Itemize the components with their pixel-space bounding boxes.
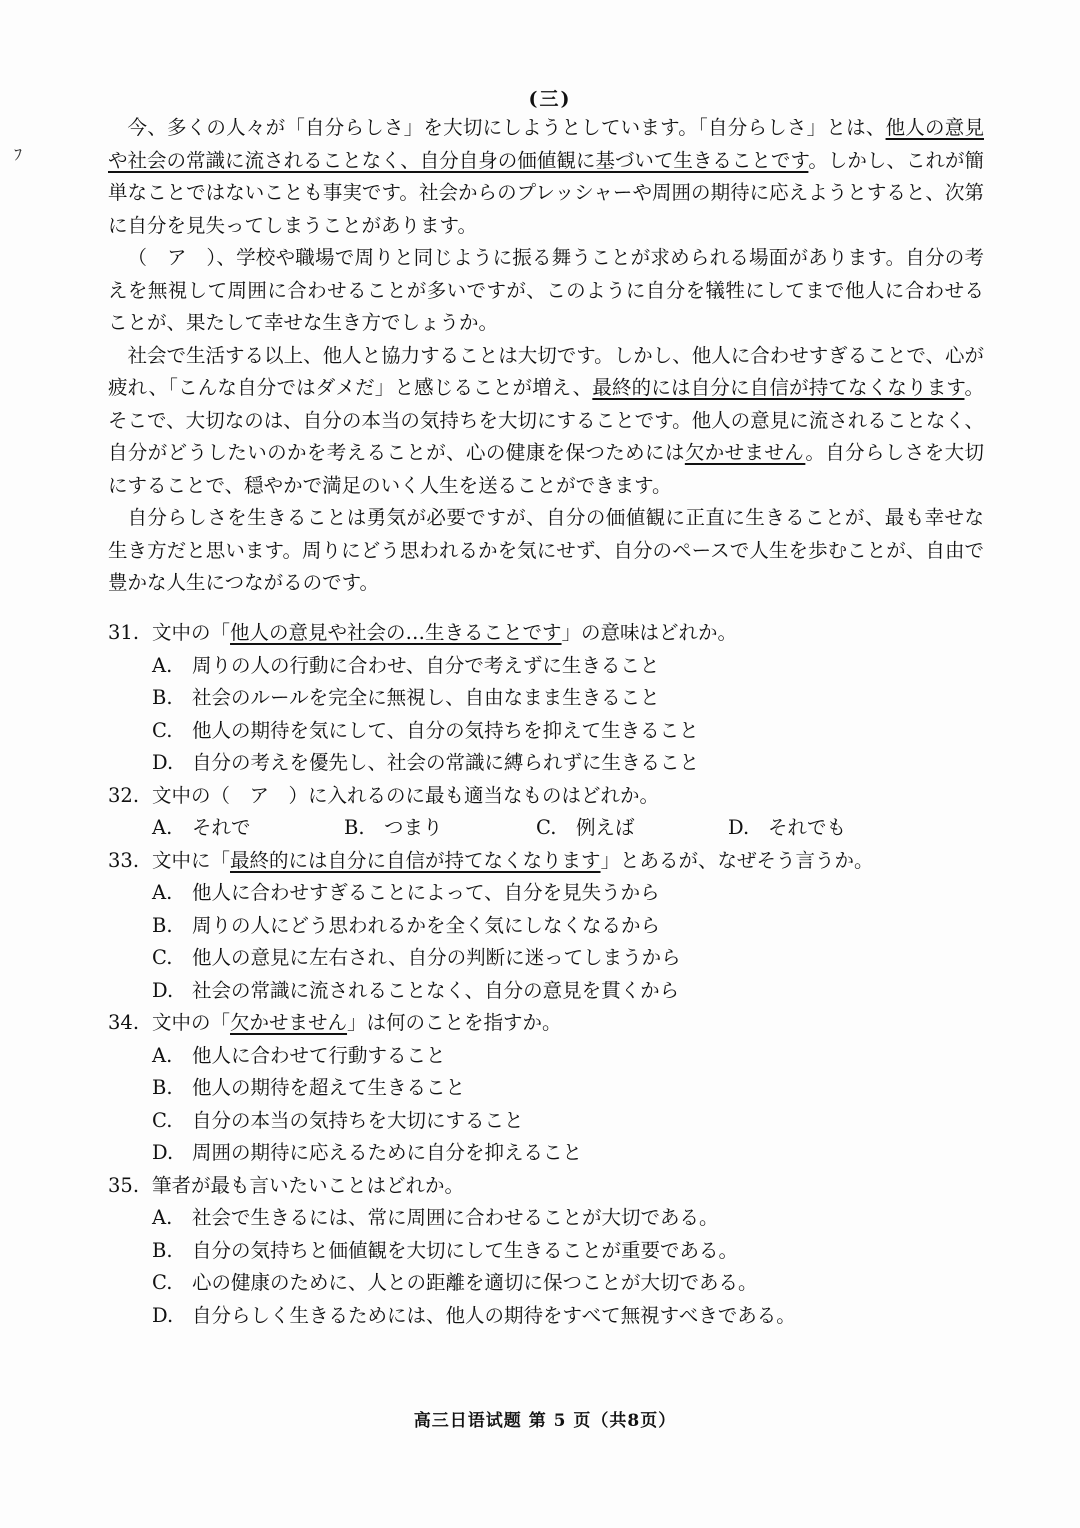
question-underlined-quote: 欠かせません <box>230 1011 348 1034</box>
question-number: 34. <box>108 1011 140 1034</box>
underlined-phrase-3: 欠かせません <box>684 441 806 464</box>
page-footer: 高三日语试题 第 5 页（共8页） <box>413 1411 677 1431</box>
question-number: 31. <box>108 621 140 644</box>
question-number: 35. <box>108 1173 140 1197</box>
option-list <box>152 877 984 1007</box>
section-heading: (三) <box>528 88 572 110</box>
question-stem: 34. 文中の「欠かせません」は何のことを指すか。 <box>108 1007 984 1040</box>
passage-paragraph-2: （ ア ）、学校や職場で周りと同じように振る舞うことが求められる場面があります。自分の考えを無視して周囲に合わせることが多いですが、このように自分を犠牲にしてまで他人に合わせることが、果たして幸せな生き方でしょうか。 <box>108 246 984 334</box>
underlined-phrase-1: 他人の意見や社会の常識に流されることなく、自分自身の価値観に基づいて生きることです <box>108 116 984 172</box>
option-d[interactable]: D. 自分らしく生きるためには、他人の期待をすべて無視すべきである。 <box>152 1303 796 1327</box>
question-number: 33. <box>108 848 140 872</box>
passage-paragraph-4: 自分らしさを生きることは勇気が必要ですが、自分の価値観に正直に生きることが、最も幸せな生き方だと思います。周りにどう思われるかを気にせず、自分のペースで人生を歩むことが、自由で豊かな人生につながるのです。 <box>108 506 984 594</box>
passage-paragraph-3: 社会で生活する以上、他人と協力することは大切です。しかし、他人に合わせすぎることで、心が疲れ、「こんな自分ではダメだ」と感じることが増え、最終的には自分に自信が持てなくなります。そこで、大切なのは、自分の本当の気持ちを大切にすることです。他人の意見に流されることなく、自分がどうしたいのかを考えることが、心の健康を保つためには欠かせません。自分らしさを大切にすることで、穏やかで満足のいく人生を送ることができます。 <box>108 343 984 497</box>
option-a[interactable]: A. 周りの人の行動に合わせ、自分で考えずに生きること <box>152 653 660 677</box>
option-d[interactable]: D. それでも <box>728 816 847 839</box>
question-stem: 31. 文中の「他人の意見や社会の…生きることです」の意味はどれか。 <box>108 617 984 650</box>
question-stem: 35. 筆者が最も言いたいことはどれか。 <box>108 1170 984 1203</box>
option-b[interactable]: B. 他人の期待を超えて生きること <box>152 1076 466 1099</box>
option-a[interactable]: A. 他人に合わせて行動すること <box>152 1043 446 1067</box>
option-b[interactable]: B. つまり <box>344 816 443 839</box>
option-c[interactable]: C. 自分の本当の気持ちを大切にすること <box>152 1108 524 1132</box>
option-a[interactable]: A. 他人に合わせすぎることによって、自分を見失うから <box>152 881 660 904</box>
question-34 <box>108 1007 984 1170</box>
option-c[interactable]: C. 他人の期待を気にして、自分の気持ちを抑えて生きること <box>152 718 699 742</box>
option-d[interactable]: D. 社会の常識に流されることなく、自分の意見を貫くから <box>152 978 680 1002</box>
option-list <box>152 1040 984 1170</box>
option-list <box>152 650 984 780</box>
option-c[interactable]: C. 他人の意見に左右され、自分の判断に迷ってしまうから <box>152 946 681 969</box>
question-number: 32. <box>108 783 140 807</box>
margin-scan-mark: ﾌ <box>14 145 23 164</box>
question-35 <box>108 1170 984 1333</box>
question-32 <box>108 780 984 845</box>
question-stem: 32. 文中の（ ア ）に入れるのに最も適当なものはどれか。 <box>108 780 984 813</box>
question-31 <box>108 617 984 780</box>
option-a[interactable]: A. それで <box>152 816 251 839</box>
option-c[interactable]: C. 例えば <box>536 816 635 839</box>
option-d[interactable]: D. 周囲の期待に応えるために自分を抑えること <box>152 1141 583 1164</box>
option-c[interactable]: C. 心の健康のために、人との距離を適切に保つことが大切である。 <box>152 1271 758 1294</box>
option-list <box>152 812 984 845</box>
question-list <box>108 617 984 1332</box>
option-b[interactable]: B. 自分の気持ちと価値観を大切にして生きることが重要である。 <box>152 1238 739 1262</box>
option-b[interactable]: B. 周りの人にどう思われるかを全く気にしなくなるから <box>152 913 661 937</box>
question-stem: 33. 文中に「最終的には自分に自信が持てなくなります」とあるが、なぜそう言うか。 <box>108 845 984 878</box>
question-underlined-quote: 他人の意見や社会の…生きることです <box>230 621 562 644</box>
question-33 <box>108 845 984 1008</box>
passage-paragraph-1: 今、多くの人々が「自分らしさ」を大切にしようとしています。「自分らしさ」とは、他人の意見や社会の常識に流されることなく、自分自身の価値観に基づいて生きることです。しかし、これが簡単なことではないことも事実です。社会からのプレッシャーや周囲の期待に応えようとすると、次第に自分を見失ってしまうことがあります。 <box>108 116 984 237</box>
option-b[interactable]: B. 社会のルールを完全に無視し、自由なまま生きること <box>152 686 660 709</box>
reading-passage <box>108 112 984 600</box>
question-underlined-quote: 最終的には自分に自信が持てなくなります <box>230 848 601 872</box>
option-a[interactable]: A. 社会で生きるには、常に周囲に合わせることが大切である。 <box>152 1206 719 1229</box>
option-list <box>152 1202 984 1332</box>
option-d[interactable]: D. 自分の考えを優先し、社会の常識に縛られずに生きること <box>152 751 700 774</box>
underlined-phrase-2: 最終的には自分に自信が持てなくなります <box>592 376 965 399</box>
